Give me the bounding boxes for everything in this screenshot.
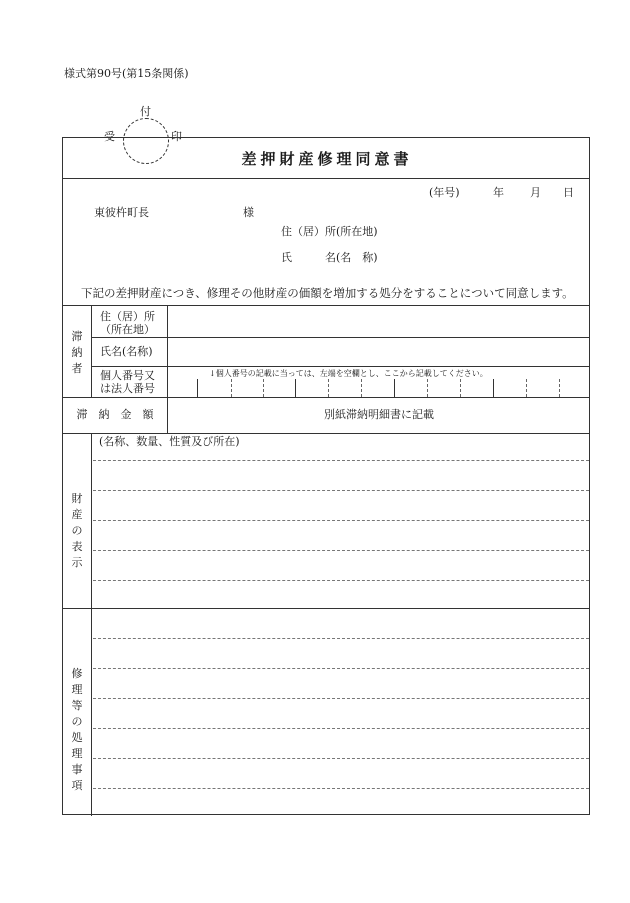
repair-entry-line bbox=[93, 788, 589, 789]
date-month: 月 bbox=[530, 186, 541, 199]
delinquent-address-bottom bbox=[91, 337, 589, 338]
consent-statement: 下記の差押財産につき、修理その他財産の価額を増加する処分をすることについて同意します。 bbox=[81, 286, 574, 300]
addressee-name: 東彼杵町長 bbox=[94, 206, 149, 219]
delinquent-name-bottom bbox=[91, 366, 589, 367]
repair-entry-line bbox=[93, 728, 589, 729]
id-digit-divider bbox=[263, 379, 264, 397]
property-entry-line bbox=[93, 490, 589, 491]
property-hint: (名称、数量、性質及び所在) bbox=[99, 435, 240, 448]
consent-form bbox=[62, 137, 590, 815]
form-number: 様式第90号(第15条関係) bbox=[64, 67, 189, 80]
delinquent-section-label: 滞納者 bbox=[71, 330, 83, 375]
repair-entry-line bbox=[93, 758, 589, 759]
date-year: 年 bbox=[493, 186, 504, 199]
delinquent-top-line bbox=[63, 305, 589, 306]
repair-label: 修理等の処理事項 bbox=[71, 667, 83, 792]
id-digit-divider bbox=[559, 379, 560, 397]
lower-label-col-line bbox=[91, 433, 92, 816]
property-label: 財産の表示 bbox=[71, 492, 83, 569]
form-title: 差押財産修理同意書 bbox=[241, 150, 413, 168]
property-entry-line bbox=[93, 460, 589, 461]
date-era: (年号) bbox=[429, 186, 460, 199]
id-entry-note: ↓個人番号の記載に当っては、左端を空欄とし、ここから記載してください。 bbox=[209, 369, 488, 378]
id-digit-divider bbox=[361, 379, 362, 397]
delinquent-name-label: 氏名(名称) bbox=[100, 345, 153, 358]
amount-value: 別紙滞納明細書に記載 bbox=[324, 408, 434, 421]
id-box-divider bbox=[394, 379, 395, 397]
id-digit-divider bbox=[231, 379, 232, 397]
id-digit-divider bbox=[328, 379, 329, 397]
delinquent-field-col-line bbox=[167, 305, 168, 397]
amount-top-line bbox=[63, 397, 589, 398]
property-entry-line bbox=[93, 520, 589, 521]
repair-entry-line bbox=[93, 668, 589, 669]
repair-entry-line bbox=[93, 698, 589, 699]
property-bottom-line bbox=[63, 608, 589, 609]
id-box-divider bbox=[295, 379, 296, 397]
stamp-label-right: 印 bbox=[171, 130, 182, 143]
amount-bottom-line bbox=[63, 433, 589, 434]
delinquent-label-col-line bbox=[91, 305, 92, 397]
property-entry-line bbox=[93, 580, 589, 581]
repair-entry-line bbox=[93, 638, 589, 639]
amount-label: 滞 納 金 額 bbox=[76, 408, 154, 421]
id-box-divider bbox=[493, 379, 494, 397]
property-entry-line bbox=[93, 550, 589, 551]
delinquent-id-label-2: は法人番号 bbox=[100, 382, 155, 395]
id-digit-divider bbox=[526, 379, 527, 397]
stamp-label-top: 付 bbox=[140, 105, 151, 118]
date-day: 日 bbox=[563, 186, 574, 199]
delinquent-address-label-1: 住（居）所 bbox=[100, 310, 155, 323]
id-digit-divider bbox=[460, 379, 461, 397]
id-box-divider bbox=[197, 379, 198, 397]
stamp-label-left: 受 bbox=[104, 130, 115, 143]
applicant-address-label: 住（居）所(所在地) bbox=[281, 225, 378, 238]
title-divider bbox=[63, 178, 589, 179]
addressee-honorific: 様 bbox=[243, 206, 254, 219]
delinquent-address-label-2: （所在地） bbox=[100, 323, 155, 336]
id-digit-divider bbox=[427, 379, 428, 397]
delinquent-id-label-1: 個人番号又 bbox=[100, 369, 155, 382]
applicant-name-label: 氏 名(名 称) bbox=[281, 251, 378, 264]
